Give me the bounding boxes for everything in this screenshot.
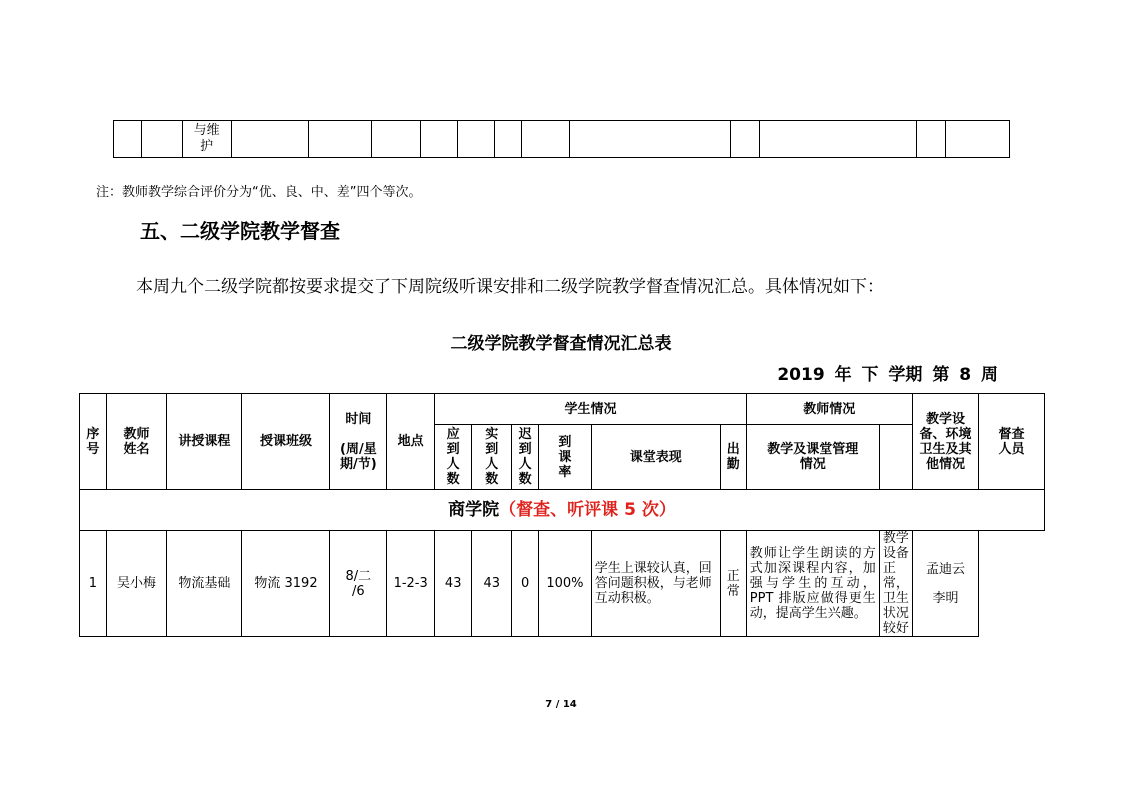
header-late: 迟到人数 — [512, 425, 539, 490]
header-inspector: 督查人员 — [979, 394, 1045, 490]
header-seq: 序号 — [80, 394, 107, 490]
table-cell — [114, 121, 142, 158]
table-cell: 与维 护 — [182, 121, 231, 158]
header-rate: 到课率 — [539, 425, 592, 490]
header-course: 讲授课程 — [167, 394, 242, 490]
header-time: 时间 (周/星期/节) — [330, 394, 387, 490]
table-row — [114, 121, 1010, 158]
header-environment: 教学设备、环境卫生及其他情况 — [912, 394, 978, 490]
header-performance: 课堂表现 — [591, 425, 720, 490]
cell-expected: 43 — [435, 531, 472, 637]
cell-time: 8/二 /6 — [330, 531, 387, 637]
evaluation-note: 注：教师教学综合评价分为“优、良、中、差”四个等次。 — [96, 185, 422, 200]
semester-week: 2019 年 下 学期 第 8 周 — [777, 365, 998, 385]
inspector-name: 孟迪云 — [925, 561, 965, 577]
cell-course: 物流基础 — [167, 531, 242, 637]
cell-teacher: 吴小梅 — [106, 531, 166, 637]
table-cell — [522, 121, 570, 158]
inspector-name: 李明 — [932, 590, 959, 606]
header-expected: 应到人数 — [435, 425, 472, 490]
table-cell — [569, 121, 730, 158]
previous-table — [113, 120, 1010, 158]
header-student-group: 学生情况 — [435, 394, 747, 425]
table-cell — [946, 121, 1010, 158]
table-cell — [371, 121, 420, 158]
table-title: 二级学院教学督查情况汇总表 — [450, 334, 672, 354]
table-cell — [420, 121, 458, 158]
cell-environment: 教学设备正常，卫生状况较好 — [879, 531, 912, 637]
header-teacher: 教师姓名 — [106, 394, 166, 490]
college-row — [80, 490, 1045, 531]
table-cell — [760, 121, 917, 158]
inspection-summary-table — [79, 393, 1045, 637]
cell-performance: 学生上课较认真，回答问题积极，与老师互动积极。 — [591, 531, 720, 637]
section-title: 五、二级学院教学督查 — [140, 219, 340, 243]
college-note: （督查、听评课 5 次） — [499, 499, 676, 520]
table-cell — [917, 121, 946, 158]
header-place: 地点 — [387, 394, 435, 490]
intro-paragraph: 本周九个二级学院都按要求提交了下周院级听课安排和二级学院教学督查情况汇总。具体情况如下： — [136, 277, 884, 297]
table-cell — [141, 121, 182, 158]
header-class: 授课班级 — [242, 394, 330, 490]
cell-class: 物流 3192 — [242, 531, 330, 637]
table-cell — [731, 121, 760, 158]
header-actual: 实到人数 — [472, 425, 512, 490]
college-heading — [80, 490, 1045, 531]
table-cell — [309, 121, 372, 158]
cell-management: 教师让学生朗读的方式加深课程内容，加强与学生的互动，PPT 排版应做得更生动，提高学生兴趣。 — [746, 531, 879, 637]
header-management: 教学及课堂管理情况 — [746, 425, 879, 490]
cell-attendance: 正常 — [720, 531, 746, 637]
college-name: 商学院 — [448, 499, 500, 520]
table-cell — [231, 121, 309, 158]
header-row — [80, 394, 1045, 425]
cell-late: 0 — [512, 531, 539, 637]
table-row — [80, 531, 1045, 637]
header-teacher-group: 教师情况 — [746, 394, 912, 425]
cell-inspector — [912, 531, 978, 637]
header-attendance: 出勤 — [720, 425, 746, 490]
cell-rate: 100% — [539, 531, 592, 637]
table-cell — [458, 121, 495, 158]
page-number: 7 / 14 — [545, 699, 577, 710]
cell-place: 1-2-3 — [387, 531, 435, 637]
cell-actual: 43 — [472, 531, 512, 637]
table-cell — [495, 121, 522, 158]
cell-seq: 1 — [80, 531, 107, 637]
